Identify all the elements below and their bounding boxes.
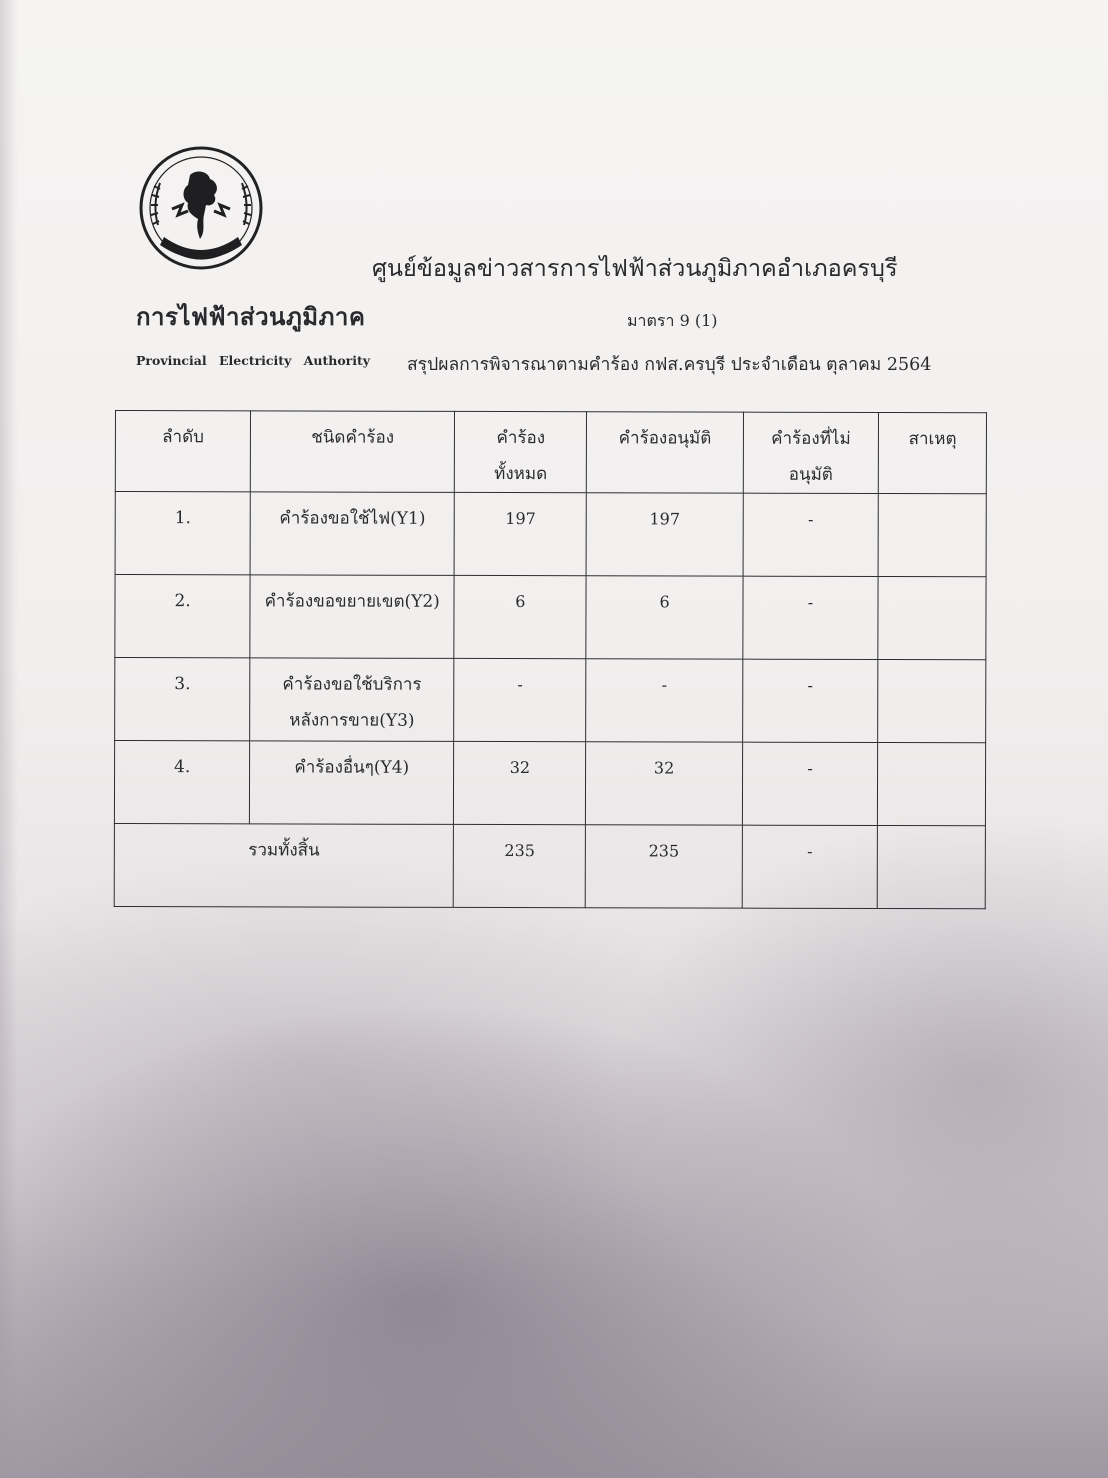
org-name-english: Provincial Electricity Authority [136, 353, 371, 368]
row-request-type [250, 741, 454, 825]
table-row [114, 741, 985, 826]
row-rejected: - [743, 493, 879, 576]
request-summary-table [114, 410, 987, 909]
row-total: - [454, 658, 586, 741]
row-no: 4. [114, 741, 249, 824]
row-rejected: - [742, 659, 878, 742]
section-reference: มาตรา 9 (1) [627, 311, 718, 330]
row-reason [878, 576, 986, 659]
total-requests: 235 [453, 824, 585, 907]
row-request-type-line1: คำร้องอื่นๆ(Y4) [294, 757, 410, 778]
row-no: 3. [115, 658, 250, 741]
row-request-type [250, 575, 454, 659]
header-rejected-line2: อนุมัติ [788, 464, 833, 485]
page-edge-shadow [0, 0, 18, 1478]
row-approved: 6 [586, 576, 742, 659]
pea-emblem-icon [138, 145, 264, 271]
row-no: 2. [115, 575, 250, 658]
header-total-line2: ทั้งหมด [494, 463, 548, 485]
header-request-type: ชนิดคำร้อง [250, 411, 454, 493]
row-total: 6 [454, 575, 586, 658]
header-total-requests [455, 411, 587, 492]
row-request-type-line2: หลังการขาย(Y3) [289, 710, 415, 731]
table-row [115, 575, 986, 660]
row-approved: - [586, 659, 742, 742]
total-rejected: - [742, 825, 878, 908]
total-label: รวมทั้งสิ้น [114, 823, 453, 907]
header-rejected [743, 412, 879, 493]
table-header-row [115, 411, 986, 494]
row-rejected: - [743, 576, 879, 659]
row-no: 1. [115, 492, 250, 575]
header-total-line1: คำร้อง [496, 427, 546, 449]
header-reason: สาเหตุ [879, 412, 987, 493]
table-total-row [114, 823, 985, 908]
row-request-type-line1: คำร้องขอใช้ไฟ(Y1) [279, 508, 426, 529]
row-approved: 197 [587, 493, 743, 576]
header-no: ลำดับ [115, 411, 250, 492]
org-name-thai: การไฟฟ้าส่วนภูมิภาค [136, 302, 366, 331]
row-request-type [250, 658, 454, 742]
total-approved: 235 [586, 825, 742, 908]
row-request-type-line1: คำร้องขอขยายเขต(Y2) [264, 591, 440, 612]
row-request-type [250, 492, 454, 576]
header-approved: คำร้องอนุมัติ [587, 412, 743, 493]
header-rejected-line1: คำร้องที่ไม่ [771, 428, 851, 449]
document-title: ศูนย์ข้อมูลข่าวสารการไฟฟ้าส่วนภูมิภาคอำเภอครบุรี [372, 254, 898, 282]
row-total: 197 [454, 492, 586, 575]
row-rejected: - [742, 742, 878, 825]
row-total: 32 [454, 741, 586, 824]
table-row [115, 658, 986, 743]
table-row [115, 492, 986, 577]
row-reason [878, 659, 986, 742]
row-reason [878, 493, 986, 576]
row-reason [878, 742, 986, 825]
row-request-type-line1: คำร้องขอใช้บริการ [282, 674, 422, 695]
summary-subtitle: สรุปผลการพิจารณาตามคำร้อง กฟส.ครบุรี ประจำเดือน ตุลาคม 2564 [407, 355, 932, 375]
total-reason [878, 825, 986, 908]
row-approved: 32 [586, 742, 742, 825]
